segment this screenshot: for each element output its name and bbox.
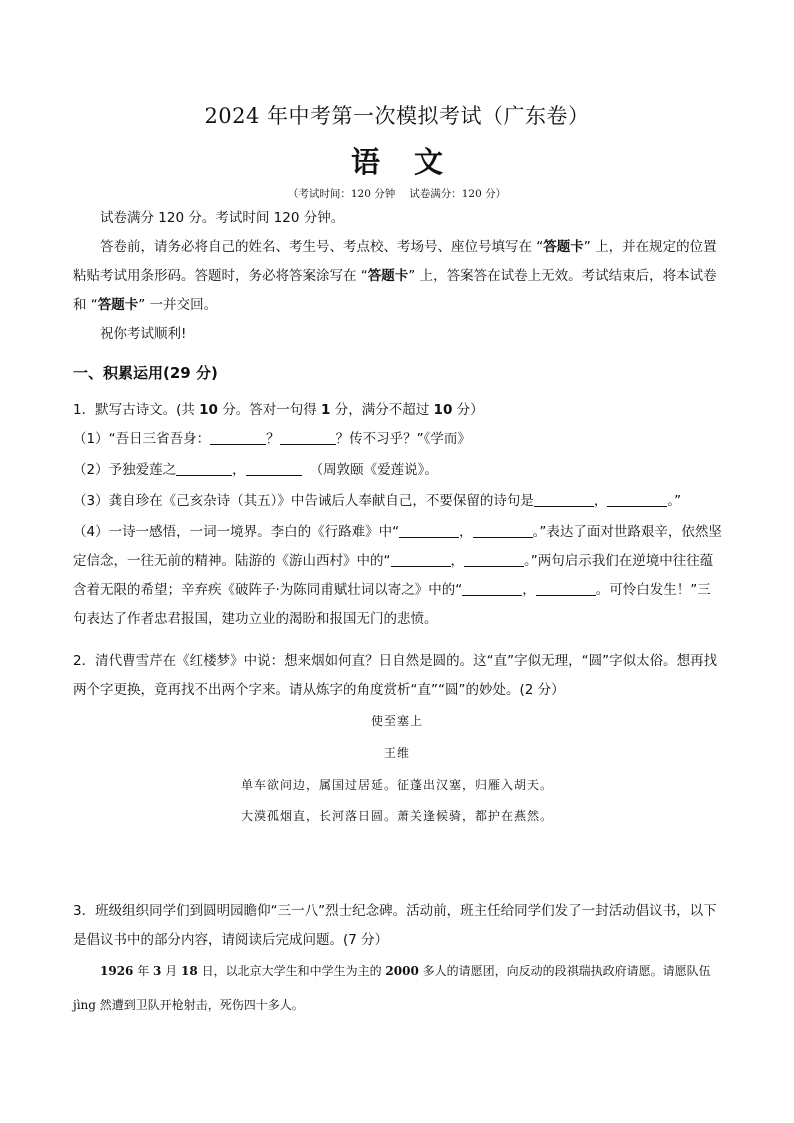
question-1-item-2 bbox=[73, 456, 723, 485]
exam-info bbox=[0, 186, 794, 201]
q1-text: 分。答对一句得 bbox=[217, 402, 322, 418]
q1-text: 1．默写古诗文。(共 bbox=[73, 402, 200, 418]
question-1-item-4 bbox=[73, 518, 723, 634]
poem-line-2: 大漠孤烟直，长河落日圆。萧关逢候骑，都护在燕然。 bbox=[240, 809, 553, 823]
q1-4-text: 。”表达了面对世路艰辛，依然坚定信念，一往无前的精神。陆游的《游山西村》中的“ bbox=[73, 524, 722, 569]
question-3-stem: 3．班级组织同学们到圆明园瞻仰“三一八”烈士纪念碑。活动前，班主任给同学们发了一封活动倡议书，以下是倡议书中的部分内容，请阅读后完成问题。(7 分） bbox=[73, 903, 717, 948]
q1-1-text: ？ bbox=[266, 431, 280, 447]
reading-text: 年 bbox=[133, 964, 154, 978]
question-1-stem bbox=[73, 396, 723, 425]
q1-number: 1 bbox=[321, 402, 331, 418]
answer-blank[interactable] bbox=[246, 461, 302, 476]
answer-blank[interactable] bbox=[473, 523, 533, 538]
reading-passage bbox=[73, 954, 723, 1022]
q1-3-text: （3）龚自珍在《己亥杂诗（其五）》中告诫后人奉献自己，不要保留的诗句是 bbox=[73, 493, 534, 509]
q1-2-text: ， bbox=[232, 462, 246, 478]
reading-number: 1926 bbox=[100, 964, 134, 978]
answer-blank[interactable] bbox=[391, 552, 451, 567]
answer-card-term: 答题卡 bbox=[543, 239, 584, 255]
q1-number: 10 bbox=[433, 402, 453, 418]
answer-blank[interactable] bbox=[176, 461, 232, 476]
poem-author: 王维 bbox=[383, 746, 410, 760]
intro-text: ” 上，答案答在试卷上无效。考试结束后，将本试卷和 “ bbox=[73, 268, 717, 313]
poem-title: 使至塞上 bbox=[370, 714, 423, 728]
reading-number: 18 bbox=[181, 964, 198, 978]
intro-text: 答卷前，请务必将自己的姓名、考生号、考点校、考场号、座位号填写在 “ bbox=[100, 239, 544, 255]
q1-4-text: ， bbox=[522, 582, 536, 598]
q1-3-text: ， bbox=[593, 493, 608, 509]
q1-4-text: 。可怜白发生！”三句表达了作者忠君报国，建功立业的渴盼和报国无门的悲愤。 bbox=[73, 582, 711, 627]
section-1-title: 一、积累运用(29 分) bbox=[73, 364, 218, 382]
q1-1-text: （1）“吾日三省吾身： bbox=[73, 431, 211, 447]
score-info: 试卷满分：120 分） bbox=[409, 188, 507, 200]
reading-text: 月 bbox=[161, 964, 182, 978]
answer-blank[interactable] bbox=[280, 430, 336, 445]
q1-4-text: ， bbox=[450, 553, 464, 569]
intro-text: ” 上，并在规定的位置粘贴考试用条形码。答题时，务必将答案涂写在 “ bbox=[73, 239, 717, 284]
question-1-item-1 bbox=[73, 425, 723, 454]
answer-blank[interactable] bbox=[534, 492, 594, 507]
poem-line-1: 单车欲问边，属国过居延。征蓬出汉塞，归雁入胡天。 bbox=[240, 778, 553, 792]
subject-title: 语文 bbox=[350, 145, 477, 179]
reading-text: 多人的请愿团，向反动的段祺瑞执政府请愿。请愿队伍 jìng 然遭到卫队开枪射击，死伤四十多人。 bbox=[73, 964, 711, 1012]
answer-blank[interactable] bbox=[464, 552, 524, 567]
time-info: （考试时间：120 分钟 bbox=[287, 188, 396, 200]
q1-1-text: ？传不习乎？”《学而》 bbox=[335, 431, 471, 447]
q1-4-text: 。”两句启示我们在逆境中往往蕴含着无限的希望；辛弃疾《破阵子·为陈同甫赋壮词以寄之》中的“ bbox=[73, 553, 714, 598]
question-2-stem: 2．清代曹雪芹在《红楼梦》中说：想来烟如何直？日自然是圆的。这“直”字似无理，“圆”字似太俗。想再找两个字更换，竟再找不出两个字来。请从炼字的角度赏析“直”“圆”的妙处。(2 分） bbox=[73, 653, 718, 698]
q1-4-text: （4）一诗一感悟，一词一境界。李白的《行路难》中“ bbox=[73, 524, 400, 540]
answer-blank[interactable] bbox=[210, 430, 266, 445]
q1-number: 10 bbox=[199, 402, 218, 418]
exam-title: 2024 年中考第一次模拟考试（广东卷） bbox=[204, 104, 590, 128]
good-luck-text: 祝你考试顺利! bbox=[100, 326, 187, 342]
reading-number: 2000 bbox=[385, 964, 419, 978]
q1-2-text: （周敦颐《爱莲说》。 bbox=[309, 462, 438, 478]
answer-blank[interactable] bbox=[399, 523, 459, 538]
q1-2-text: （2）予独爱莲之 bbox=[73, 462, 177, 478]
q1-text: 分） bbox=[452, 402, 484, 418]
question-1-item-3 bbox=[73, 487, 723, 516]
intro-text: ” 一并交回。 bbox=[138, 297, 218, 313]
reading-text: 日，以北京大学生和中学生为主的 bbox=[197, 964, 386, 978]
intro-line1: 试卷满分 120 分。考试时间 120 分钟。 bbox=[100, 210, 345, 226]
intro-instructions bbox=[73, 233, 723, 320]
q1-3-text: 。” bbox=[667, 493, 682, 509]
reading-number: 3 bbox=[153, 964, 162, 978]
q1-4-text: ， bbox=[459, 524, 473, 540]
answer-blank[interactable] bbox=[607, 492, 667, 507]
q1-text: 分，满分不超过 bbox=[330, 402, 434, 418]
answer-blank[interactable] bbox=[536, 581, 596, 596]
answer-card-term: 答题卡 bbox=[97, 297, 139, 313]
answer-blank[interactable] bbox=[462, 581, 522, 596]
answer-card-term: 答题卡 bbox=[367, 268, 409, 284]
